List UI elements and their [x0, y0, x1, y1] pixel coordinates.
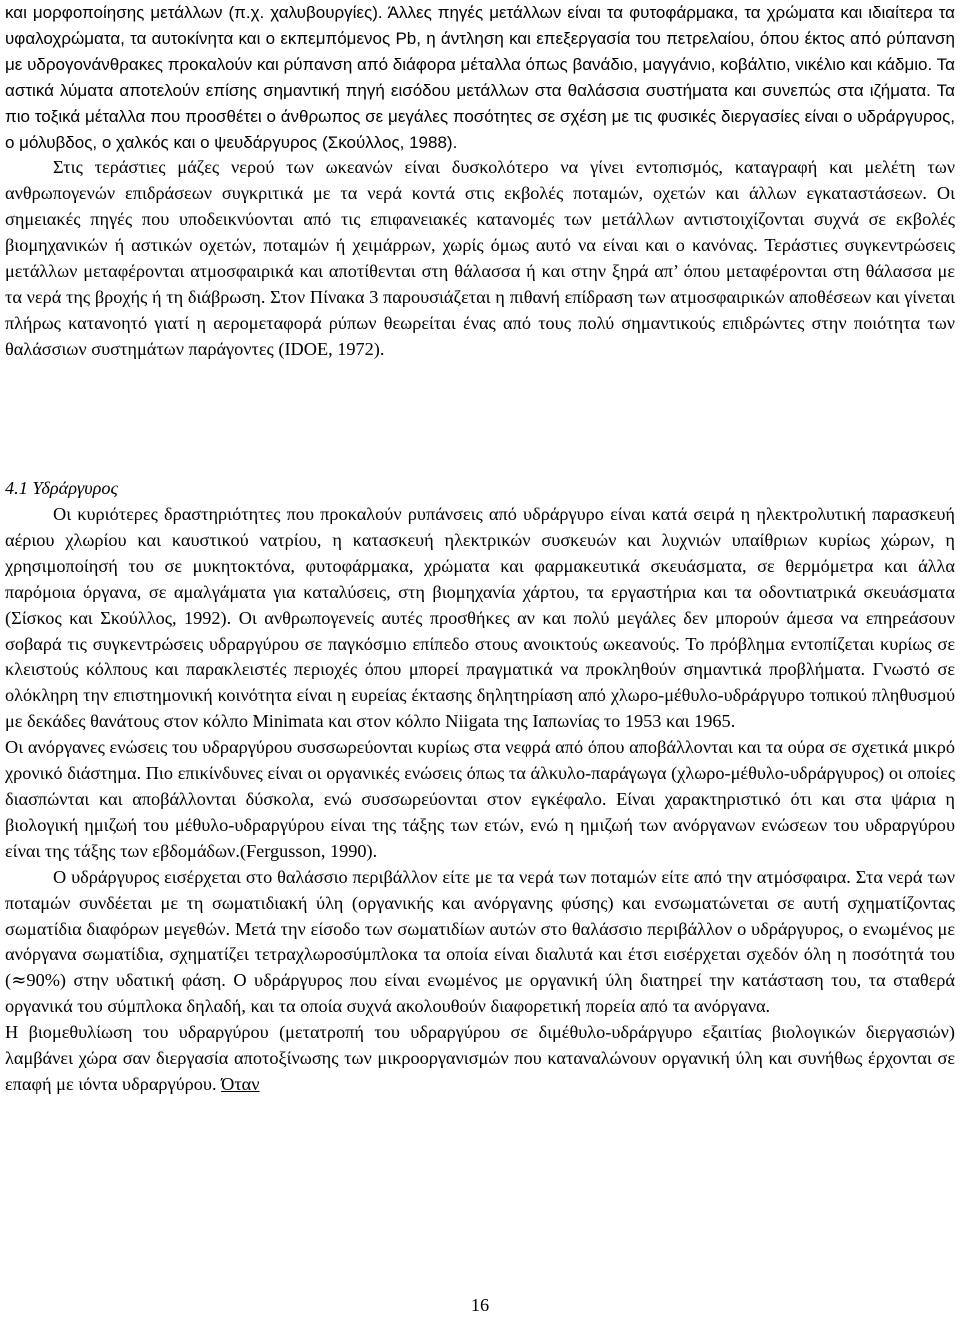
paragraph-heavy-metal-sources [5, 0, 955, 363]
page-number: 16 [470, 1295, 490, 1315]
paragraph-text-ocean [5, 155, 955, 362]
paragraph-text-marine-entry [5, 865, 955, 1020]
paragraph-text-inorganic [5, 735, 955, 865]
paragraph-text-ocean-body: Στις τεράστιες μάζες νερού των ωκεανών είναι δυσκολότερο να γίνει εντοπισμός, καταγραφή και μελέτη των ανθρωπογενών επιδράσεων συγκριτικά με τα νερά κοντά στις εκβολές ποταμών, οχετών και άλλων εγκαταστάσεων. Οι σημειακές πηγές που υποδεικνύονται από τις επιφανειακές κατανομές των μετάλλων αντιστοιχίζονται συχνά σε εκβολές βιομηχανικών ή αστικών οχετών, ποταμών ή χειμάρρων, χωρίς όμως αυτό να είναι και ο κανόνας. Τεράστιες συγκεντρώσεις μετάλλων μεταφέρονται ατμοσφαιρικά και αποτίθενται στη θάλασσα ή και στην ξηρά απ’ όπου μεταφέρονται στη θάλασσα με τα νερά της βροχής ή τη διάβρωση. Στον Πίνακα 3 παρουσιάζεται η πιθανή επίδραση των ατμοσφαιρικών αποθέσεων και γίνεται πλήρως κατανοητό γιατί η αερομεταφορά ρύπων θεωρείται ένας από τους πολύ σημαντικούς επιδρώντες στην ποιότητα των θαλάσσιων συστημάτων παράγοντες (IDOE, 1972). [5, 157, 955, 359]
paragraph-text-sources: και μορφοποίησης μετάλλων (π.χ. χαλυβουργίες). Άλλες πηγές μετάλλων είναι τα φυτοφάρμακα, τα χρώματα και ιδιαίτερα τα υφαλοχρώματα, τα αυτοκίνητα και ο εκπεμπόμενος Pb, η άντληση και επεξεργασία του πετρελαίου, όπου έκτος από ρύπανση με υδρογονάνθρακες προκαλούν και ρύπανση από διάφορα μέταλλα όπως βανάδιο, μαγγάνιο, κοβάλτιο, νικέλιο και κάδμιο. Τα αστικά λύματα αποτελούν επίσης σημαντική πηγή εισόδου μετάλλων στα θαλάσσια συστήματα και συνεπώς στα ιζήματα. Τα πιο τοξικά μέταλλα που προσθέτει ο άνθρωπος σε μεγάλες ποσότητες σε σχέση με τις φυσικές διεργασίες είναι ο υδράργυρος, ο μόλυβδος, ο χαλκός και ο ψευδάργυρος (Σκούλλος, 1988). [5, 3, 955, 152]
marine-entry-text-a: Ο υδράργυρος εισέρχεται στο θαλάσσιο περιβάλλον είτε με τα νερά των ποταμών είτε από την ατμόσφαιρα. Στα νερά των ποταμών συνδέεται με τη σωματιδιακή ύλη (οργανικής και ανόργανης φύσης) και ενσωματώνεται σε αυτή σχηματίζοντας σωματίδια διαφόρων μεγεθών. Μετά την είσοδο των σωματιδίων αυτών στο θαλάσσιο περιβάλλον ο υδράργυρος, ο ενωμένος με ανόργανα σωματίδια, σχηματίζει τετραχλωροσύμπλοκα τα οποία είναι διαλυτά και έτσι εισέρχεται σχεδόν όλη η ποσότητά του ( [5, 866, 955, 991]
section-heading: 4.1 Υδράργυρος [5, 478, 118, 498]
paragraph-mercury [5, 502, 955, 1098]
continuation-word: Όταν [221, 1073, 260, 1094]
mercury-activities-text: Οι κυριότερες δραστηριότητες που προκαλούν ρυπάνσεις από υδράργυρο είναι κατά σειρά η ηλεκτρολυτική παρασκευή αέριου χλωρίου και καυστικού νατρίου, η κατασκευή ηλεκτρικών συσκευών και λυχνιών υπαίθριων κυρίως χώρων, η χρησιμοποίησή του σε μυκητοκτόνα, φυτοφάρμακα, χρώματα και φαρμακευτικά σκευάσματα, σε θερμόμετρα και άλλα παρόμοια όργανα, σε αμαλγάματα για καταλύσεις, στη βιομηχανία χάρτου, τα εργαστήρια και τα οδοντιατρικά σκευάσματα (Σίσκος και Σκούλλος, 1992). Οι ανθρωπογενείς αυτές προσθήκες αν και πολύ μεγάλες δεν μπορούν άμεσα να επηρεάσουν σοβαρά τις συγκεντρώσεις υδραργύρου σε παγκόσμιο επίπεδο στους ανοικτούς ωκεανούς. Το πρόβλημα εντοπίζεται κυρίως σε κλειστούς κόλπους και παρακλειστές περιοχές όπου μπορεί πραγματικά να προκληθούν σημαντικά προβλήματα. Γνωστό σε ολόκληρη την επιστημονική κοινότητα είναι η ευρείας έκτασης δηλητηρίαση από χλωρο-μέθυλο-υδράργυρο τοπικού πληθυσμού με δεκάδες θανάτους στον κόλπο Minimata και στον κόλπο Niigata της Ιαπωνίας το 1953 και 1965. [5, 504, 955, 732]
biomethylation-text: Η βιομεθυλίωση του υδραργύρου (μετατροπή του υδραργύρου σε διμέθυλο-υδράργυρο εξαιτίας βιολογικών διεργασιών) λαμβάνει χώρα σαν διεργασία αποτοξίνωσης των μικροοργανισμών που καταναλώνουν οργανική ύλη και συνήθως έρχονται σε επαφή με ιόντα υδραργύρου. [5, 1022, 955, 1094]
approx-symbol: ≈ [11, 970, 27, 992]
paragraph-text-mercury-activities [5, 502, 955, 735]
marine-entry-text-b: 90%) στην υδατική φάση. Ο υδράργυρος που είναι ενωμένος με οργανική ύλη διατηρεί την κατάσταση του, τα σταθερά οργανικά του σύμπλοκα δηλαδή, και τα οποία συχνά ακολουθούν διαφορετική πορεία από τα ανόργανα. [5, 970, 955, 1017]
paragraph-text-biomethylation [5, 1020, 955, 1098]
inorganic-compounds-text: Οι ανόργανες ενώσεις του υδραργύρου συσσωρεύονται κυρίως στα νεφρά από όπου αποβάλλονται και τα ούρα σε σχετικά μικρό χρονικό διάστημα. Πιο επικίνδυνες είναι οι οργανικές ενώσεις όπως τα άλκυλο-παράγωγα (χλωρο-μέθυλο-υδράργυρος) οι οποίες διασπώνται και αποβάλλονται δύσκολα, ενώ συσσωρεύονται στον εγκέφαλο. Είναι χαρακτηριστικό ότι και στα ψάρια η βιολογική ημιζωή του μέθυλο-υδραργύρου είναι της τάξης των ετών, ενώ η ημιζωή των ανόργανων ενώσεων του υδραργύρου είναι της τάξης των εβδομάδων.(Fergusson, 1990). [5, 737, 955, 861]
